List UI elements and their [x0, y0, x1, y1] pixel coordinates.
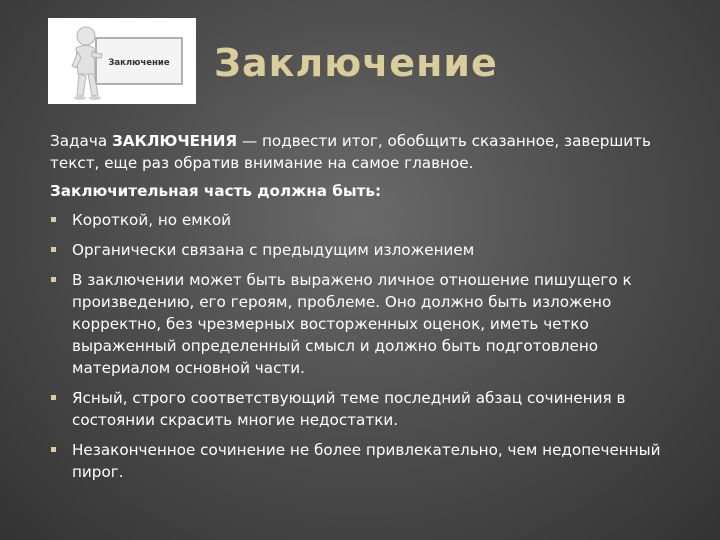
- person-with-sign-icon: [48, 18, 196, 104]
- title-illustration: [48, 18, 196, 104]
- bullet-icon: [51, 247, 56, 252]
- list-item-text: В заключении может быть выражено личное отношение пишущего к произведению, его героям, проблеме. Оно должно быть изложено корректно, без чрезмерных восторженных оценок, иметь четко выраженный определенный смысл и должно быть подготовлено материалом основной части.: [72, 271, 632, 377]
- list-item-text: Ясный, строго соответствующий теме последний абзац сочинения в состоянии скрасить многие недостатки.: [72, 389, 626, 429]
- list-item: [50, 239, 690, 261]
- intro-bold: ЗАКЛЮЧЕНИЯ: [111, 132, 238, 150]
- list-item: [50, 387, 690, 431]
- list-item-text: Незаконченное сочинение не более привлекательно, чем недопеченный пирог.: [72, 441, 661, 481]
- bullet-icon: [51, 217, 56, 222]
- subheading: Заключительная часть должна быть:: [50, 182, 382, 200]
- list-item-text: Органически связана с предыдущим изложением: [72, 241, 475, 259]
- intro-paragraph: [50, 130, 690, 174]
- list-item: [50, 439, 690, 483]
- slide-body: [50, 130, 690, 491]
- sign-text: Заключение: [108, 58, 170, 68]
- bullet-icon: [51, 447, 56, 452]
- bullet-list: [50, 209, 690, 483]
- slide-title: Заключение: [214, 41, 498, 85]
- list-item: [50, 269, 690, 379]
- bullet-icon: [51, 395, 56, 400]
- list-item: [50, 209, 690, 231]
- bullet-icon: [51, 277, 56, 282]
- list-item-text: Короткой, но емкой: [72, 211, 232, 229]
- intro-lead: Задача: [50, 132, 108, 150]
- intro-rest: — подвести итог, обобщить сказанное, завершить текст, еще раз обратив внимание на самое главное.: [50, 132, 651, 172]
